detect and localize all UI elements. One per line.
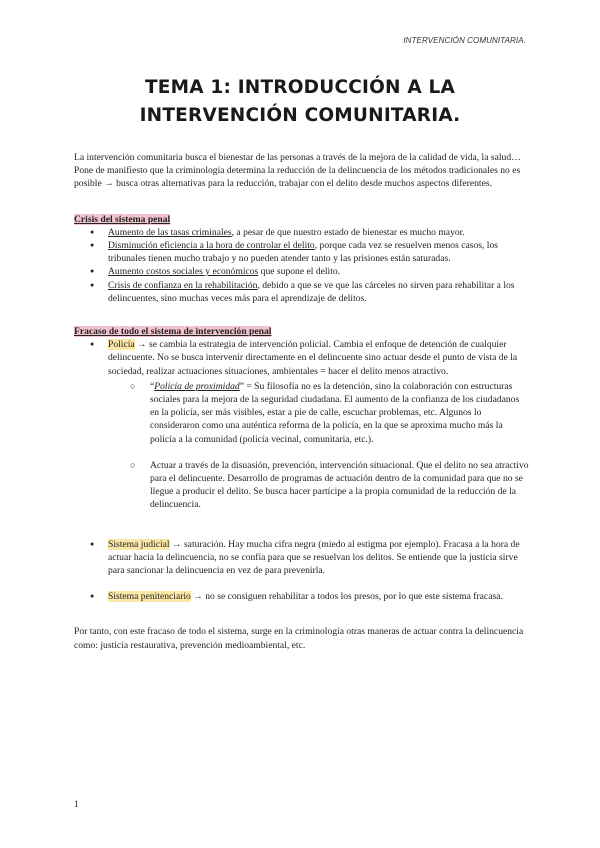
judicial-text: → saturación. Hay mucha cifra negra (miedo al estigma por ejemplo). Fracasa a la hora de actuar hacia la delincuencia, no se confía para que se resuelvan los delitos. Se entiende que la justicia sirve para sancionar la delincuencia en vez de para prevenirla.	[108, 538, 520, 577]
list-item	[74, 226, 530, 239]
conclusion-paragraph: Por tanto, con este fracaso de todo el sistema, surge en la criminología otras maneras de actuar contra la delincuencia como: justicia restaurativa, prevención medioambiental, etc.	[74, 626, 524, 651]
list-item	[74, 265, 530, 278]
penitenciario-text: → no se consiguen rehabilitar a todos los presos, por lo que este sistema fracasa.	[190, 591, 503, 603]
title-line-1: TEMA 1: INTRODUCCIÓN A LA	[144, 77, 456, 98]
open-quote: “	[150, 380, 155, 392]
section-crisis	[74, 213, 530, 305]
disuasion-text: Actuar a través de la disuasión, prevención, intervención situacional. Que el delito no sea atractivo para el delincuente. Desarrollo de programas de actuación dentro de la comunidad para que no se llegue a producir el delito. Se busca hacer partícipe a la propia comunidad de la reducción de la delincuencia.	[150, 459, 529, 511]
label-sistema-judicial: Sistema judicial	[108, 538, 170, 550]
label-sistema-penitenciario: Sistema penitenciario	[108, 591, 191, 603]
intro-paragraph-2: Pone de manifiesto que la criminología determina la reducción de la delincuencia de los métodos tradicionales no es posible → busca otras alternativas para la reducción, trabajar con el delito desde muchos aspectos diferentes.	[74, 165, 521, 190]
document-body	[74, 151, 530, 652]
sublist-item-proximidad	[108, 380, 530, 446]
list-item-text: que supone el delito.	[258, 266, 341, 278]
label-policia: Policía	[108, 339, 135, 351]
page-title	[0, 74, 600, 130]
running-header: INTERVENCIÓN COMUNITARIA.	[403, 36, 526, 45]
list-item-text: , a pesar de que nuestro estado de bienestar es mucho mayor.	[231, 226, 465, 238]
policia-sublist	[108, 380, 530, 512]
fracaso-list	[74, 338, 530, 603]
list-item-key: Aumento de las tasas criminales	[108, 226, 232, 238]
list-item-judicial	[74, 538, 530, 578]
list-item-text: , debido a que se ve que las cárceles no sirven para rehabilitar a los delincuentes, sino muchas veces más para el aprendizaje de delitos.	[108, 279, 515, 304]
title-line-2: INTERVENCIÓN COMUNITARIA.	[139, 105, 461, 126]
section-title-crisis: Crisis del sistema penal	[74, 213, 171, 225]
sublist-item-disuasion	[108, 459, 530, 512]
section-fracaso	[74, 325, 530, 603]
label-policia-proximidad: Policía de proximidad	[154, 380, 240, 392]
crisis-list	[74, 226, 530, 305]
section-title-fracaso: Fracaso de todo el sistema de intervención penal	[74, 326, 272, 338]
list-item-policia	[74, 338, 530, 511]
list-item-text: , porque cada vez se resuelven menos casos, los tribunales tienen mucho trabajo y no pueden atender tanto y las prisiones están saturadas.	[108, 240, 499, 265]
list-item	[74, 239, 530, 265]
intro-paragraph-1: La intervención comunitaria busca el bienestar de las personas a través de la mejora de la calidad de vida, la salud…	[74, 152, 521, 163]
proximidad-text: ” = Su filosofía no es la detención, sino la colaboración con estructuras sociales para la mejora de la seguridad ciudadana. El aumento de la confianza de los ciudadanos en la policía, ser más visibles, estar a pie de calle, escuchar problemas, etc. Algunos lo consideraron como una auténtica reforma de la policía, en la que se aproxima mucho más la policía a la comunidad (policía vecinal, comunitaria, etc.).	[150, 380, 520, 445]
list-item-key: Crisis de confianza en la rehabilitación	[108, 279, 258, 291]
page-number: 1	[74, 800, 79, 810]
list-item-penitenciario	[74, 590, 530, 603]
policia-text: → se cambia la estrategia de intervención policial. Cambia el enfoque de detención de cualquier delincuente. No se busca intervenir directamente en el delincuente sino actuar desde el punto de vista de la sociedad, realizar actuaciones situaciones, ambientales = hacer el delito menos atractivo.	[108, 339, 518, 377]
list-item-key: Disminución eficiencia a la hora de controlar el delito	[108, 240, 315, 252]
list-item-key: Aumento costos sociales y económicos	[108, 266, 259, 278]
list-item	[74, 279, 530, 305]
